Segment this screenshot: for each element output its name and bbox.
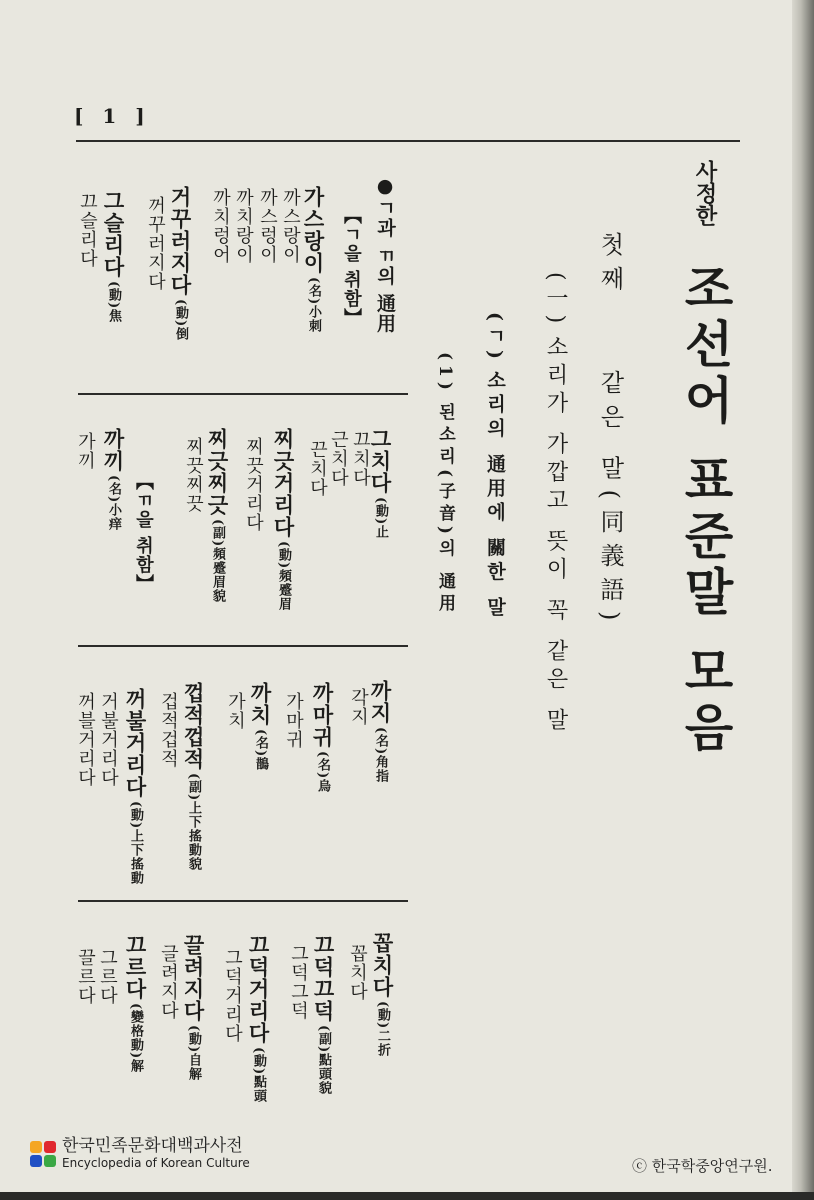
title-prefix: 사정한 — [692, 160, 718, 226]
entry-headword — [183, 934, 204, 1081]
entry-variant: 끄슬리다 — [77, 192, 98, 268]
section-title: 소리가 가깝고 뜻이 꼭 같은 말 — [543, 335, 568, 737]
entry-annotation: (名)小刺 — [306, 277, 321, 334]
chapter-title: 같은 말(同義語) — [596, 370, 624, 631]
entry-variant: 찌끗거리다 — [243, 437, 264, 532]
book-edge — [792, 0, 814, 1200]
entry-word: 찌긋찌긋 — [205, 428, 230, 516]
entry-headword — [103, 190, 124, 323]
logo-title-ko: 한국민족문화대백과사전 — [62, 1136, 243, 1156]
entry-annotation: (副)頻蹙眉貌 — [210, 519, 225, 604]
entry-word: 끄덕거리다 — [246, 934, 271, 1044]
entry-word: 까마귀 — [310, 682, 335, 748]
entry-variant: 끄치다 — [350, 430, 371, 487]
entry-annotation: (副)點頭貌 — [316, 1025, 331, 1096]
logo-icon — [30, 1141, 56, 1167]
entry-annotation: (動)止 — [373, 497, 388, 540]
entry-annotation: (副)上下搖動貌 — [186, 773, 201, 872]
entry-annotation: (動)二折 — [375, 1001, 390, 1058]
entry-annotation: (名)烏 — [315, 751, 330, 794]
entry-word: 그슬리다 — [101, 190, 126, 278]
entry-annotation: (名)鵲 — [253, 729, 268, 772]
entry-headword — [125, 688, 146, 885]
entry-annotation: (名)角指 — [373, 727, 388, 784]
entry-headword — [183, 682, 204, 871]
entry-word: 까치 — [248, 682, 273, 726]
entry-annotation: (動)自解 — [186, 1025, 201, 1082]
entry-variant: 까스렁이 — [257, 188, 278, 264]
page-title: 조선어 표준말 모음 — [676, 262, 734, 757]
entry-variant: 찌끗찌끗 — [183, 437, 204, 513]
copyright-notice: ⓒ 한국학중앙연구원. — [632, 1157, 773, 1175]
subsection-number: (ㄱ) — [484, 312, 506, 364]
entry-headword — [170, 186, 191, 341]
entry-variant: 글려지다 — [158, 944, 179, 1020]
entry-headword — [248, 934, 269, 1103]
entry-word: 가스랑이 — [301, 186, 326, 274]
entry-variant: 끌르다 — [75, 948, 96, 1005]
entry-annotation: (動)點頭 — [251, 1047, 266, 1104]
entry-headword — [103, 428, 124, 531]
entry-word: 꼽치다 — [370, 932, 395, 998]
section-rule — [78, 645, 408, 647]
scan-bottom-edge — [0, 1192, 814, 1200]
entry-headword — [313, 934, 334, 1095]
page-number: [ 1 ] — [74, 104, 151, 128]
entry-variant: 까치랑이 — [233, 188, 254, 264]
entry-word: 까끼 — [101, 428, 126, 472]
entry-word: 끌려지다 — [181, 934, 206, 1022]
choice-label: 【ㄱ을 취함】 — [341, 206, 362, 328]
entry-word: 끄덕끄덕 — [311, 934, 336, 1022]
entry-variant: 겁적겁적 — [158, 692, 179, 768]
entry-headword — [312, 682, 333, 793]
section-number: (一) — [543, 272, 568, 330]
entry-annotation: (名)小痒 — [106, 475, 121, 532]
entry-variant: 가치 — [225, 692, 246, 730]
entry-variant: 그덕그덕 — [288, 944, 309, 1020]
entry-annotation: (動)焦 — [106, 281, 121, 324]
entry-headword — [207, 428, 228, 603]
entry-variant: 거불거리다 — [98, 692, 119, 787]
entry-word: 꺼불거리다 — [123, 688, 148, 798]
entry-annotation: (動)倒 — [173, 299, 188, 342]
chapter-label — [598, 232, 622, 630]
logo-title-en: Encyclopedia of Korean Culture — [62, 1155, 250, 1170]
entry-variant: 꼽치다 — [347, 944, 368, 1001]
section-rule — [78, 900, 408, 902]
entry-word: 그치다 — [368, 428, 393, 494]
item-heading — [436, 352, 453, 616]
entry-word: 거꾸러지다 — [168, 186, 193, 296]
entry-word: 껍적껍적 — [181, 682, 206, 770]
entry-word: 끄르다 — [123, 934, 148, 1000]
top-rule — [76, 140, 740, 142]
entry-annotation: (動)上下搖動 — [128, 801, 143, 886]
entry-variant: 꺼꾸러지다 — [145, 196, 166, 291]
entry-variant: 끈치다 — [307, 440, 328, 497]
entry-headword — [370, 428, 391, 539]
group-heading: ●ㄱ과 ㄲ의 通用 — [374, 175, 396, 334]
choice-label: 【ㄲ을 취함】 — [133, 472, 154, 594]
encyclopedia-logo — [30, 1138, 250, 1170]
entry-annotation: (變格動)解 — [128, 1003, 143, 1074]
section-heading — [544, 272, 566, 736]
entry-headword — [303, 186, 324, 333]
entry-variant: 각지 — [348, 688, 369, 726]
entry-annotation: (動)頻蹙眉 — [276, 541, 291, 612]
section-rule — [78, 393, 408, 395]
entry-headword — [372, 932, 393, 1057]
entry-variant: 까치렁어 — [210, 188, 231, 264]
entry-headword — [273, 428, 294, 611]
entry-variant: 가끼 — [75, 432, 96, 470]
entry-headword — [125, 934, 146, 1073]
entry-word: 찌긋거리다 — [271, 428, 296, 538]
item-title: 된소리(子音)의 通用 — [435, 402, 455, 616]
item-number: (1) — [435, 352, 455, 395]
subsection-title: 소리의 通用에 關한 말 — [484, 369, 506, 621]
entry-variant: 근치다 — [328, 430, 349, 487]
entry-variant: 그덕거리다 — [222, 948, 243, 1043]
chapter-number: 첫째 — [596, 232, 624, 300]
entry-variant: 그르다 — [97, 948, 118, 1005]
entry-headword — [370, 680, 391, 783]
entry-variant: 꺼블거리다 — [75, 692, 96, 787]
entry-word: 까지 — [368, 680, 393, 724]
entry-headword — [250, 682, 271, 771]
subsection-heading — [485, 312, 504, 621]
entry-variant: 까스랑이 — [280, 188, 301, 264]
entry-variant: 가마귀 — [283, 692, 304, 749]
